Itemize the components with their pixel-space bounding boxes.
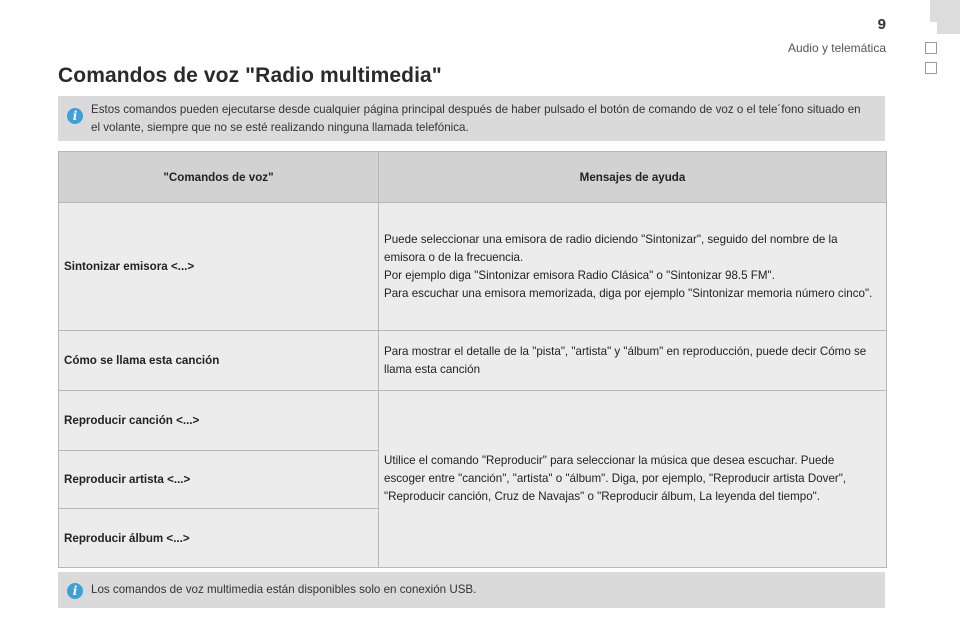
chapter-tab[interactable] <box>925 62 937 74</box>
footer-note <box>58 572 885 608</box>
command-cell: Reproducir artista <...> <box>59 451 379 509</box>
info-icon: i <box>67 583 83 599</box>
table-row <box>59 331 887 391</box>
info-icon: i <box>67 108 83 124</box>
column-header-commands: "Comandos de voz" <box>59 152 379 203</box>
voice-commands-table <box>58 151 887 568</box>
help-text: Puede seleccionar una emisora de radio diciendo "Sintonizar", seguido del nombre de la emisora o de la frecuencia. <box>384 232 838 264</box>
page-number: 9 <box>877 16 886 33</box>
table-row <box>59 391 887 451</box>
intro-note <box>58 96 885 141</box>
table-row <box>59 203 887 331</box>
command-cell: Cómo se llama esta canción <box>59 331 379 391</box>
chapter-tabs <box>921 22 941 82</box>
help-cell: Para mostrar el detalle de la "pista", "artista" y "álbum" en reproducción, puede decir Cómo se llama esta canción <box>379 331 887 391</box>
help-cell <box>379 203 887 331</box>
chapter-tab[interactable] <box>925 42 937 54</box>
footer-note-text: Los comandos de voz multimedia están disponibles solo en conexión USB. <box>91 583 477 596</box>
command-cell: Reproducir canción <...> <box>59 391 379 451</box>
help-text: Por ejemplo diga "Sintonizar emisora Radio Clásica" o "Sintonizar 98.5 FM". <box>384 268 775 282</box>
intro-note-text: Estos comandos pueden ejecutarse desde cualquier página principal después de haber pulsado el botón de comando de voz o el tele´fono situado en el volante, siempre que no se esté realizando ninguna llamada telefónica. <box>91 103 861 134</box>
page-title: Comandos de voz "Radio multimedia" <box>58 64 442 87</box>
help-text: Para escuchar una emisora memorizada, diga por ejemplo "Sintonizar memoria número cinco". <box>384 286 873 300</box>
section-name: Audio y telemática <box>787 41 886 55</box>
help-cell: Utilice el comando "Reproducir" para seleccionar la música que desea escuchar. Puede escoger entre "canción", "artista" o "álbum". Diga, por ejemplo, "Reproducir artista Dover", "Reproducir canción, Cruz de Navajas" o "Reproducir álbum, La leyenda del tiempo". <box>379 391 887 568</box>
table-header-row <box>59 152 887 203</box>
command-cell: Reproducir álbum <...> <box>59 509 379 568</box>
command-cell: Sintonizar emisora <...> <box>59 203 379 331</box>
chapter-tab-current[interactable] <box>925 22 937 34</box>
column-header-help: Mensajes de ayuda <box>379 152 887 203</box>
